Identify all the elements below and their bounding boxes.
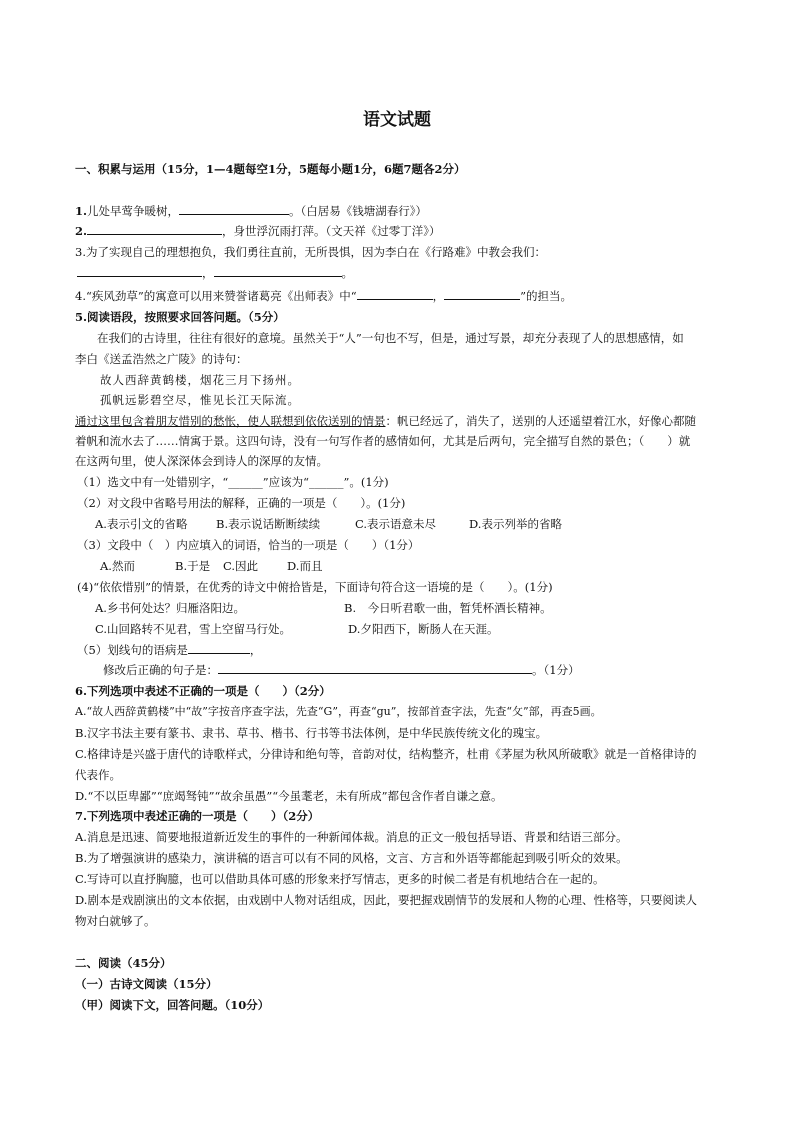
option-a[interactable]: A.“故人西辞黄鹤楼”中“故”字按音序查字法，先查“G”，再查“gu”，按部首查字法，先查“攵”部，再查5画。 [75, 705, 602, 718]
sub-question-1: （1）选文中有一处错别字，“______”应该为“______”。(1分) [77, 475, 389, 489]
passage-line: 在这两句里，使人深深体会到诗人的深厚的友情。 [75, 454, 328, 468]
answer-blank[interactable] [179, 203, 289, 215]
option-d[interactable]: D.剧本是戏剧演出的文本依据，由戏剧中人物对话组成，因此，要把握戏剧情节的发展和人物的心理、性格等，只要阅读人 [75, 893, 697, 907]
option-a[interactable]: A.表示引文的省略 [95, 517, 188, 531]
option-d[interactable]: D.夕阳西下，断肠人在天涯。 [348, 622, 499, 636]
option-d[interactable]: D.表示列举的省略 [469, 517, 562, 531]
option-d[interactable]: D.而且 [287, 559, 323, 573]
question-7-heading: 7.下列选项中表述正确的一项是（ ）（2分） [75, 809, 320, 823]
option-c[interactable]: C.格律诗是兴盛于唐代的诗歌样式，分律诗和绝句等，音韵对仗，结构整齐，杜甫《茅屋为秋风所破歌》就是一首格律诗的 [75, 747, 697, 761]
question-3-answers: ， 。 [77, 265, 353, 281]
option-b[interactable]: B. 今日听君歌一曲，暂凭杯酒长精神。 [344, 601, 552, 615]
answer-blank[interactable] [87, 223, 222, 235]
subsection-heading: （一）古诗文阅读（15分） [75, 977, 218, 991]
question-2: 2. ，身世浮沉雨打萍。（文天祥《过零丁洋》） [75, 224, 441, 238]
question-4: 4.“疾风劲草”的寓意可以用来赞誉诸葛亮《出师表》中“ ， ”的担当。 [75, 289, 572, 303]
option-a[interactable]: A.然而 [100, 559, 135, 573]
answer-blank[interactable] [357, 288, 433, 300]
underlined-sentence: 通过这里包含着朋友惜别的愁怅，使人联想到依依送别的情景 [75, 414, 386, 428]
answer-blank[interactable] [77, 265, 202, 277]
option-c[interactable]: C.表示语意未尽 [355, 517, 437, 531]
option-b[interactable]: B.于是 [175, 559, 211, 573]
option-a[interactable]: A.乡书何处达？归雁洛阳边。 [95, 601, 245, 615]
page-title: 语文试题 [363, 110, 431, 130]
option-b[interactable]: B.为了增强演讲的感染力，演讲稿的语言可以有不同的风格，文言、方言和外语等都能起到吸引听众的效果。 [75, 851, 628, 865]
question-1: 1.儿处早莺争暖树， 。（白居易《钱塘湖春行》） [75, 204, 428, 218]
passage-line: 在我们的古诗里，往往有很好的意境。虽然关于“人”一句也不写，但是，通过写景，却充分表现了人的思想感情，如 [97, 331, 684, 345]
option-c[interactable]: C.写诗可以直抒胸臆，也可以借助具体可感的形象来抒写情志，更多的时候二者是有机地结合在一起的。 [75, 872, 605, 886]
section-2-heading: 二、阅读（45分） [75, 956, 172, 970]
section-1-heading: 一、积累与运用（15分，1—4题每空1分，5题每小题1分，6题7题各2分） [75, 162, 466, 176]
sub-question-3: （3）文段中（ ）内应填入的词语，恰当的一项是（ ）（1分） [77, 538, 420, 552]
sub-question-4: (4)“依依惜别”的情景，在优秀的诗文中俯拾皆是，下面诗句符合这一语境的是（ ）。(1分) [77, 580, 553, 594]
option-d-continued: 物对白就够了。 [75, 914, 156, 928]
option-a[interactable]: A.消息是迅速、简要地报道新近发生的事件的一种新闻体裁。消息的正文一般包括导语、背景和结语三部分。 [75, 830, 628, 844]
option-b[interactable]: B.表示说话断断续续 [216, 517, 321, 531]
sub-question-2: （2）对文段中省略号用法的解释，正确的一项是（ ）。(1分) [77, 496, 406, 510]
passage-line: 李白《送孟浩然之广陵》的诗句： [75, 352, 248, 366]
answer-blank[interactable] [218, 662, 532, 674]
answer-blank[interactable] [444, 288, 520, 300]
subsection-heading: （甲）阅读下文，回答问题。（10分） [75, 998, 270, 1012]
sub-question-5: （5）划线句的语病是 ， [77, 643, 262, 657]
option-d[interactable]: D.“不以臣卑鄙”“庶竭驽钝”“故余虽愚”“今虽耄老，未有所成”都包含作者自谦之意。 [75, 789, 503, 803]
passage-line: 通过这里包含着朋友惜别的愁怅，使人联想到依依送别的情景：帆已经远了，消失了，送别的人还遥望着江水，好像心都随 [75, 414, 696, 428]
option-c[interactable]: C.因此 [223, 559, 259, 573]
answer-blank[interactable] [188, 642, 250, 654]
option-b[interactable]: B.汉字书法主要有篆书、隶书、草书、楷书、行书等书法体例，是中华民族传统文化的瑰宝。 [75, 726, 548, 740]
poem-line-1: 故人西辞黄鹤楼，烟花三月下扬州。 [100, 373, 300, 387]
option-c-continued: 代表作。 [75, 768, 121, 782]
sub-question-5-rewrite: 修改后正确的句子是： 。（1分） [103, 663, 580, 677]
poem-line-2: 孤帆远影碧空尽，惟见长江天际流。 [100, 393, 300, 407]
passage-line: 着帆和流水去了……情寓于景。这四句诗，没有一句写作者的感情如何，尤其是后两句，完全描写自然的景色；（ ）就 [75, 434, 691, 448]
option-c[interactable]: C.山回路转不见君，雪上空留马行处。 [95, 622, 292, 636]
answer-blank[interactable] [214, 265, 342, 277]
question-6-heading: 6.下列选项中表述不正确的一项是（ ）（2分） [75, 684, 331, 698]
question-5-heading: 5.阅读语段，按照要求回答问题。（5分） [75, 310, 285, 324]
question-3: 3.为了实现自己的理想抱负，我们勇往直前，无所畏惧，因为李白在《行路难》中教会我们： [75, 245, 546, 259]
